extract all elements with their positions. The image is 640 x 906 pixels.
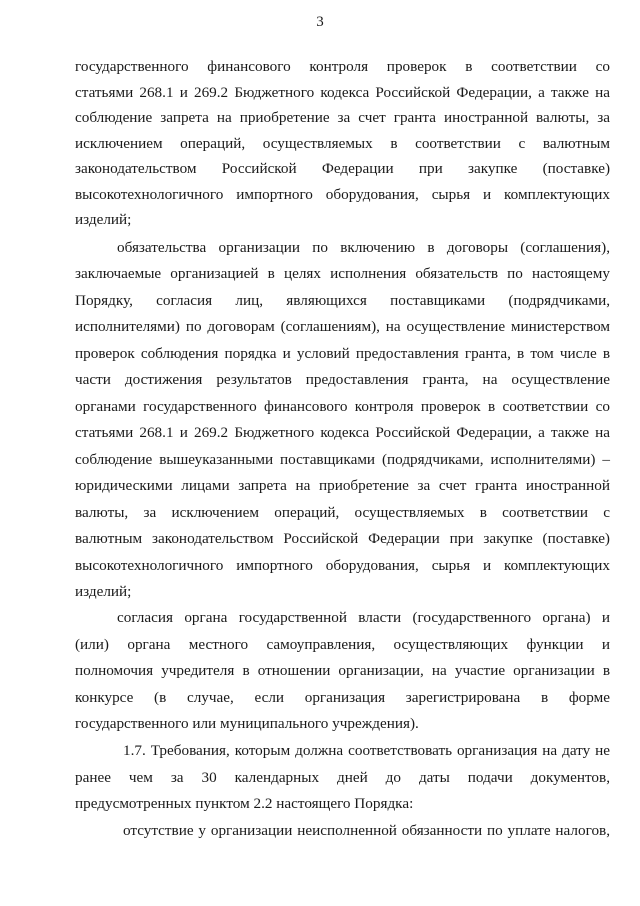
text-line: (или) органа местного самоуправления, осуществляющих функции и — [75, 636, 610, 653]
text-line: соблюдение вышеуказанными поставщиками (подрядчиками, исполнителями) – — [75, 451, 610, 468]
text-line: изделий; — [75, 583, 132, 600]
paragraph-first-line: отсутствие у организации неисполненной обязанности по уплате налогов, — [123, 822, 610, 839]
text-line: валютным законодательством Российской Федерации при закупке (поставке) — [75, 530, 610, 547]
text-line: части достижения результатов предоставления гранта, на осуществление — [75, 371, 610, 388]
text-line: проверок соблюдения порядка и условий предоставления гранта, в том числе в — [75, 345, 610, 362]
text-line: соблюдение запрета на приобретение за счет гранта иностранной валюты, за — [75, 109, 610, 126]
text-line: валюты, за исключением операций, осуществляемых в соответствии с — [75, 504, 610, 521]
text-line: полномочия учредителя в отношении организации, на участие организации в — [75, 662, 610, 679]
text-line: высокотехнологичного импортного оборудования, сырья и комплектующих — [75, 186, 610, 203]
text-line: изделий; — [75, 211, 132, 228]
text-line: государственного или муниципального учреждения). — [75, 715, 419, 732]
text-line: конкурсе (в случае, если организация зарегистрирована в форме — [75, 689, 610, 706]
paragraph-first-line: 1.7. Требования, которым должна соответствовать организация на дату не — [123, 742, 610, 759]
paragraph-first-line: обязательства организации по включению в договоры (соглашения), — [117, 239, 610, 256]
text-line: предусмотренных пунктом 2.2 настоящего Порядка: — [75, 795, 414, 812]
paragraph-first-line: согласия органа государственной власти (государственного органа) и — [117, 609, 610, 626]
text-line: государственного финансового контроля проверок в соответствии со — [75, 58, 610, 75]
text-line: юридическими лицами запрета на приобретение за счет гранта иностранной — [75, 477, 610, 494]
text-line: статьями 268.1 и 269.2 Бюджетного кодекса Российской Федерации, а также на — [75, 424, 610, 441]
text-line: исполнителями) по договорам (соглашениям), на осуществление министерством — [75, 318, 610, 335]
text-line: исключением операций, осуществляемых в соответствии с валютным — [75, 135, 610, 152]
text-line: заключаемые организацией в целях исполнения обязательств по настоящему — [75, 265, 610, 282]
text-line: Порядку, согласия лиц, являющихся поставщиками (подрядчиками, — [75, 292, 610, 309]
text-line: ранее чем за 30 календарных дней до даты подачи документов, — [75, 769, 610, 786]
text-line: органами государственного финансового контроля проверок в соответствии со — [75, 398, 610, 415]
text-line: законодательством Российской Федерации при закупке (поставке) — [75, 160, 610, 177]
page-number: 3 — [316, 14, 324, 30]
text-line: статьями 268.1 и 269.2 Бюджетного кодекса Российской Федерации, а также на — [75, 84, 610, 101]
text-line: высокотехнологичного импортного оборудования, сырья и комплектующих — [75, 557, 610, 574]
